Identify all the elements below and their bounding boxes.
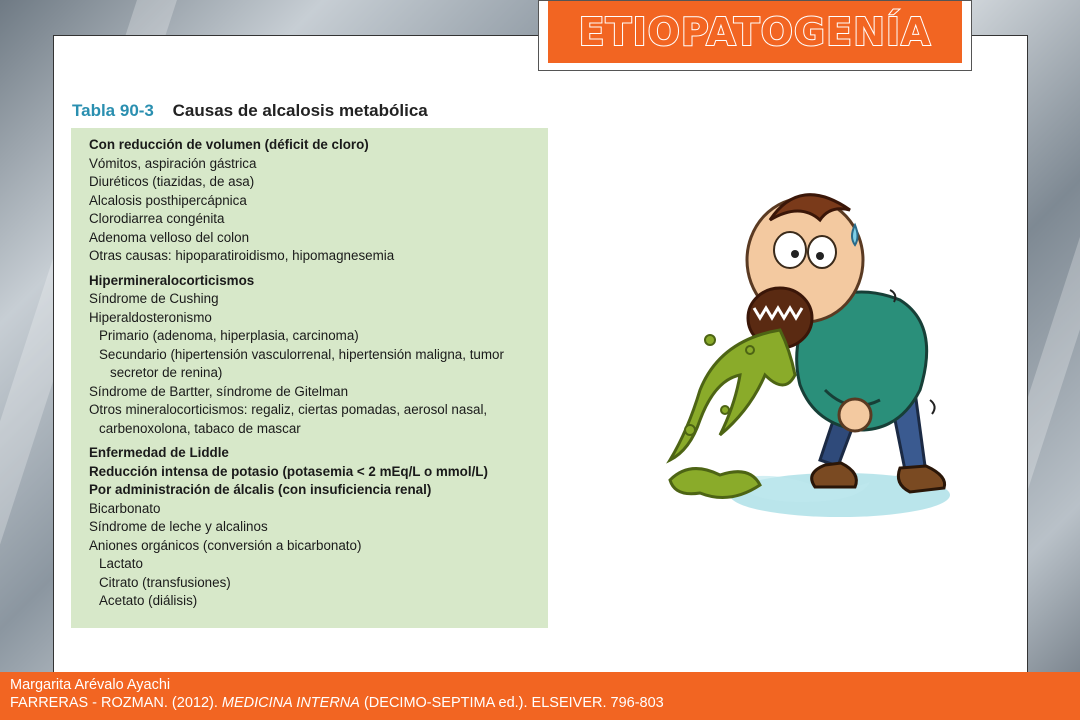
title-box bbox=[538, 0, 972, 71]
footer-reference bbox=[10, 694, 1080, 712]
table-line: Bicarbonato bbox=[89, 500, 161, 516]
table-line: Adenoma velloso del colon bbox=[89, 229, 250, 245]
reference-suffix: (DECIMO-SEPTIMA ed.). ELSEIVER. 796-803 bbox=[359, 695, 664, 711]
table-line: Enfermedad de Liddle bbox=[89, 445, 229, 460]
table-line: Hipermineralocorticismos bbox=[89, 272, 255, 288]
table-line: Hiperaldosteronismo bbox=[89, 309, 212, 325]
table-line: secretor de renina) bbox=[110, 365, 223, 380]
table-line: Síndrome de Bartter, síndrome de Gitelman bbox=[89, 383, 349, 399]
table-line: Alcalosis posthipercápnica bbox=[89, 192, 247, 208]
table-name: Causas de alcalosis metabólica bbox=[172, 101, 428, 120]
table-line: Síndrome de leche y alcalinos bbox=[89, 519, 268, 534]
table-line: Diuréticos (tiazidas, de asa) bbox=[89, 174, 255, 189]
table-line: Reducción intensa de potasio (potasemia < 2 mEq/L o mmol/L) bbox=[89, 463, 488, 479]
table-caption bbox=[72, 101, 428, 121]
slide-title: ETIOPATOGENÍA bbox=[578, 10, 932, 54]
footer-bar bbox=[0, 672, 1080, 720]
reference-prefix: FARRERAS - ROZMAN. (2012). bbox=[10, 695, 222, 711]
table-number: Tabla 90-3 bbox=[72, 101, 154, 120]
reference-title: MEDICINA INTERNA bbox=[221, 695, 360, 711]
title-banner bbox=[548, 1, 962, 63]
table-line: Clorodiarrea congénita bbox=[89, 211, 225, 226]
vomiting-man-illustration bbox=[650, 180, 950, 540]
table-line: Lactato bbox=[99, 556, 143, 571]
table-line: Secundario (hipertensión vasculorrenal, hipertensión maligna, tumor bbox=[99, 346, 504, 362]
table-line: Aniones orgánicos (conversión a bicarbonato) bbox=[89, 537, 362, 553]
table-line: Otras causas: hipoparatiroidismo, hipomagnesemia bbox=[89, 248, 395, 263]
table-line: Acetato (diálisis) bbox=[99, 593, 198, 608]
table-line: Síndrome de Cushing bbox=[89, 291, 219, 306]
table-line: Por administración de álcalis (con insuficiencia renal) bbox=[89, 482, 432, 497]
table-line: carbenoxolona, tabaco de mascar bbox=[99, 420, 301, 436]
table-line: Citrato (transfusiones) bbox=[99, 574, 231, 590]
footer-author: Margarita Arévalo Ayachi bbox=[10, 677, 171, 693]
table-line: Otros mineralocorticismos: regaliz, ciertas pomadas, aerosol nasal, bbox=[89, 402, 488, 417]
table-line: Con reducción de volumen (déficit de cloro) bbox=[89, 137, 369, 152]
table-line: Vómitos, aspiración gástrica bbox=[89, 155, 257, 171]
table-line: Primario (adenoma, hiperplasia, carcinoma) bbox=[99, 328, 359, 343]
causes-table bbox=[71, 128, 548, 628]
